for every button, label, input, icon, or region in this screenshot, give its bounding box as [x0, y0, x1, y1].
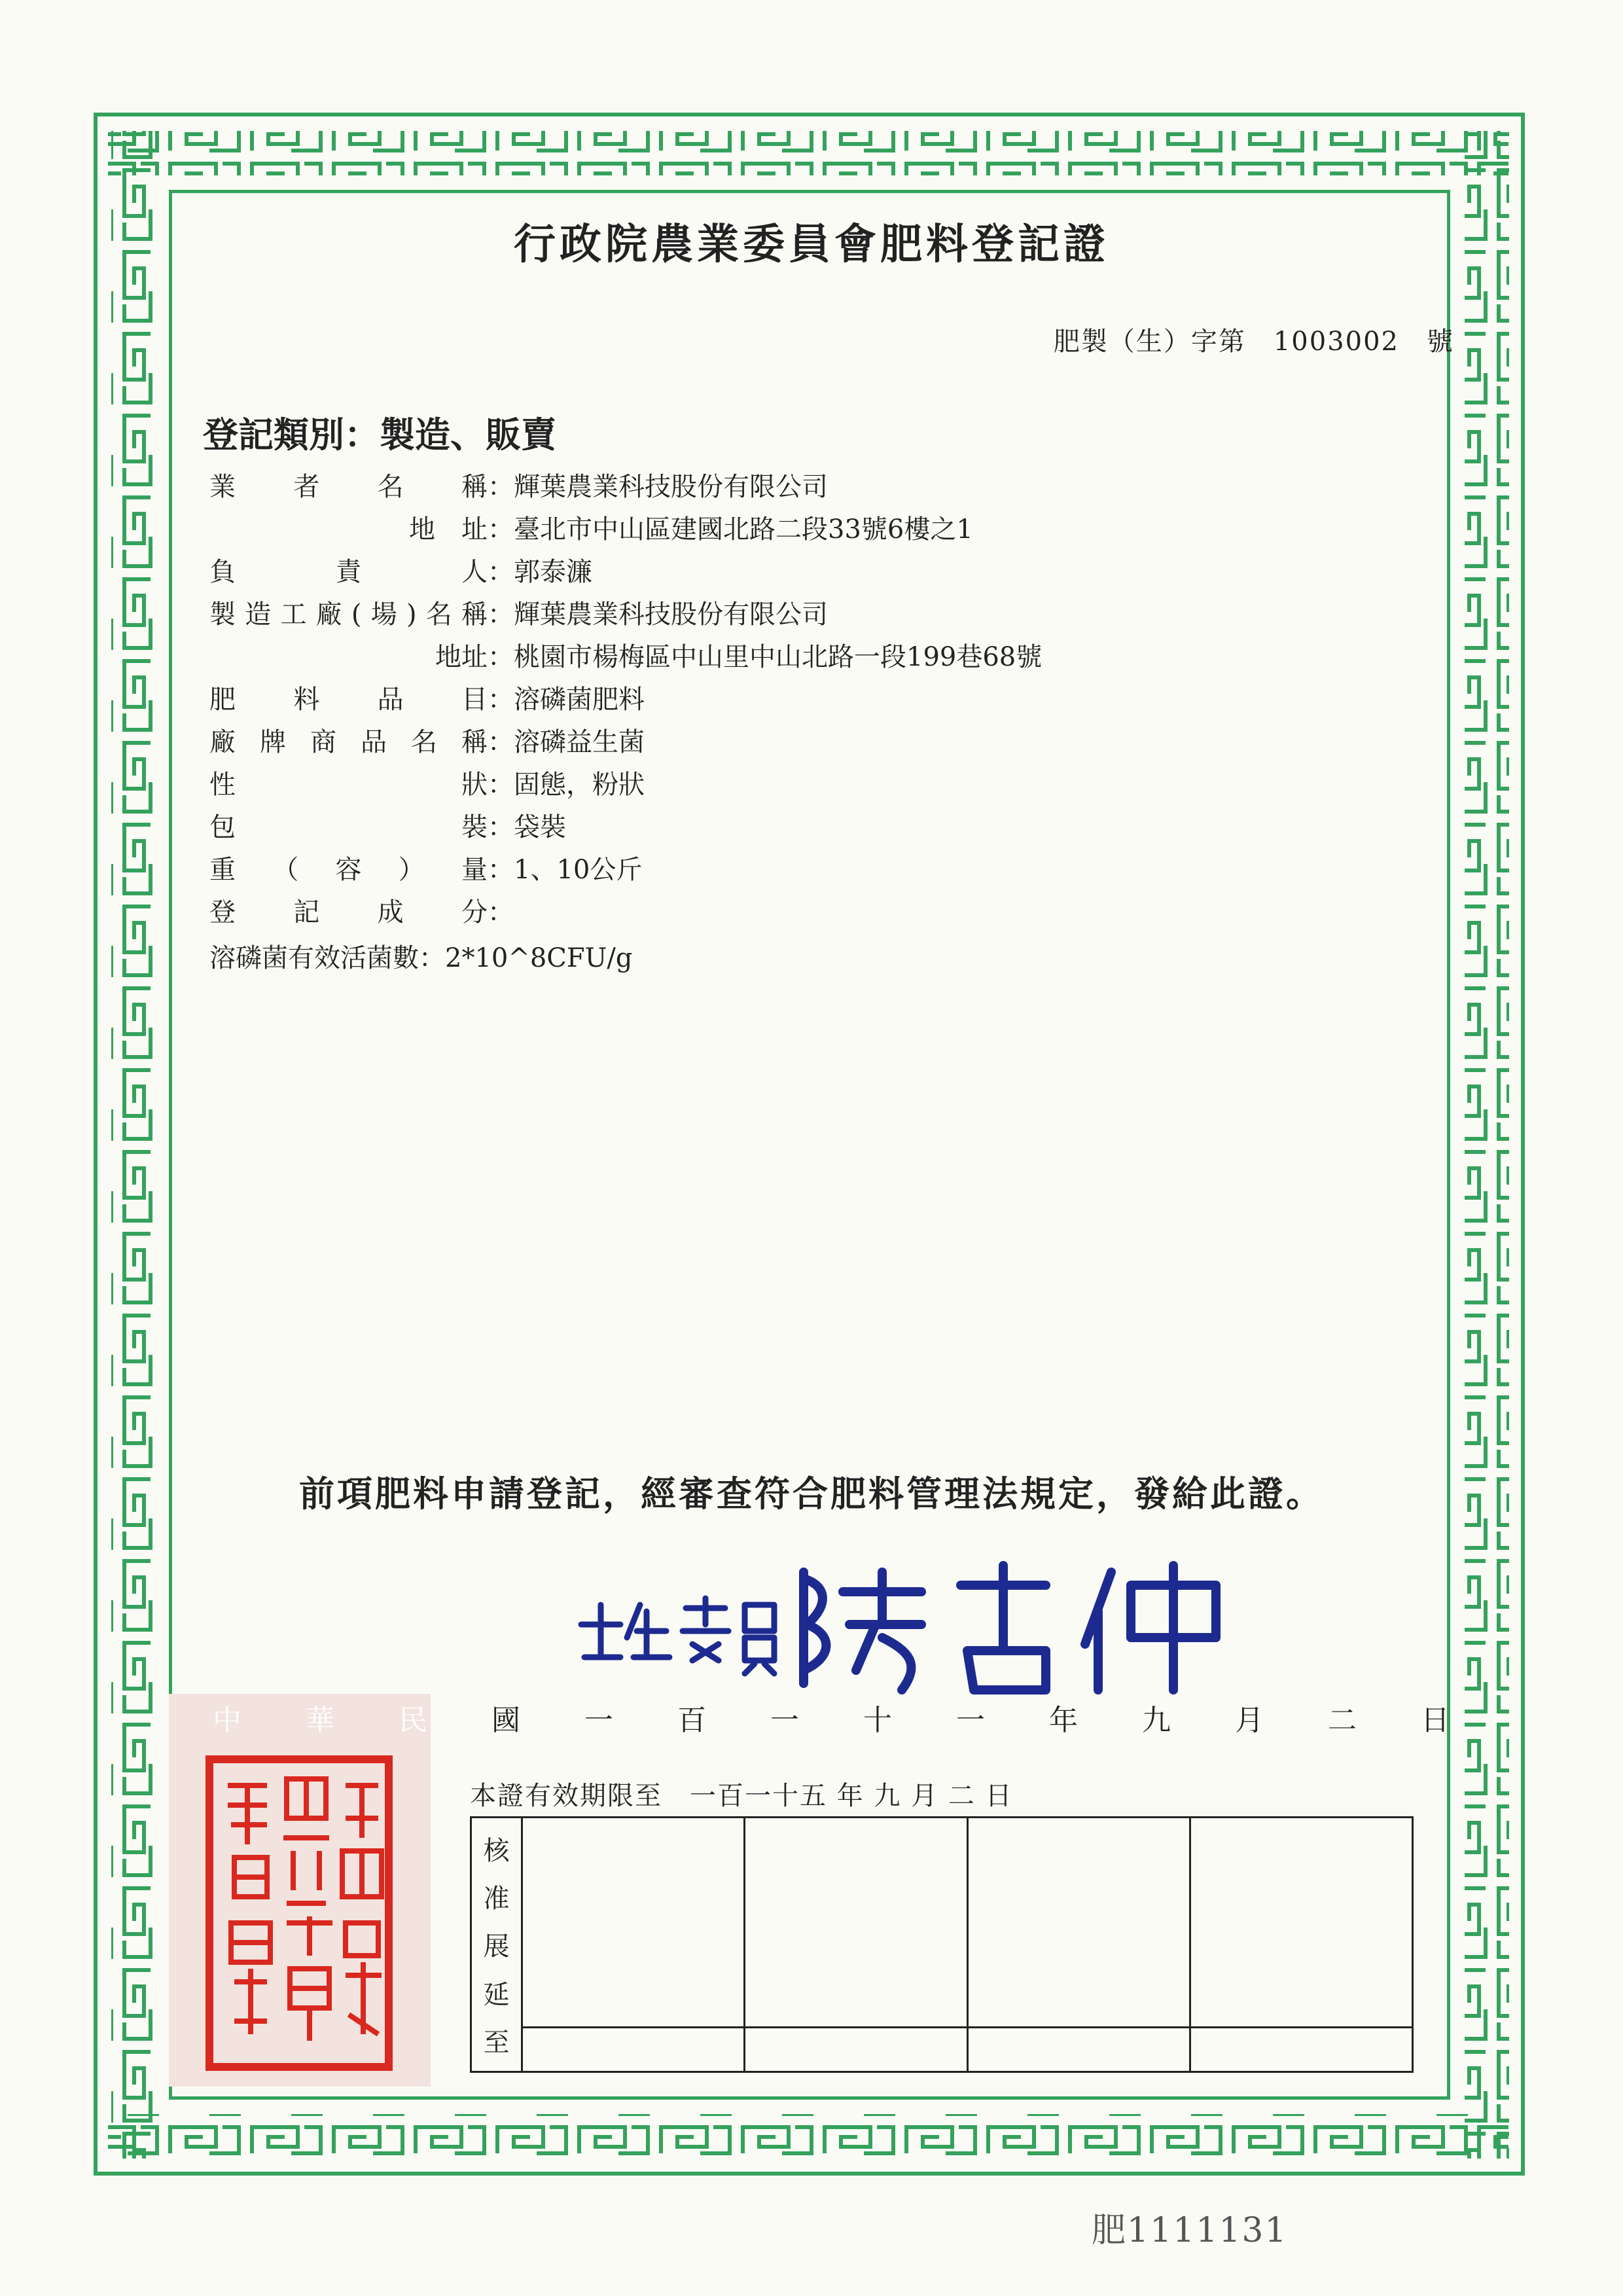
validity-period: 本證有效期限至 一百一十五 年 九 月 二 日	[470, 1781, 1013, 1811]
field-label: 業者名稱	[209, 472, 488, 502]
extension-approval-table	[470, 1816, 1414, 2073]
field-value: ：1、10公斤	[488, 855, 643, 885]
field-value: ：臺北市中山區建國北路二段33號6樓之1	[488, 514, 973, 545]
field-row	[209, 849, 642, 886]
field-row	[209, 466, 828, 503]
extension-cell	[523, 1818, 745, 2071]
field-label: 地 址	[409, 514, 488, 545]
declaration-text: 前項肥料申請登記，經審查符合肥料管理法規定，發給此證。	[299, 1473, 1324, 1515]
field-label: 肥料品目	[209, 685, 488, 715]
field-row	[209, 551, 592, 588]
field-row	[209, 679, 645, 716]
signature-image	[568, 1533, 1242, 1710]
field-label: 登記成分	[209, 897, 488, 927]
date-char: 一	[956, 1704, 985, 1737]
extension-cell	[969, 1818, 1191, 2071]
date-char: 二	[1328, 1704, 1357, 1737]
extension-label: 核 准 展 延 至	[472, 1818, 523, 2071]
field-label: 包裝	[209, 812, 488, 842]
field-value: ：袋裝	[488, 812, 566, 842]
date-char: 一	[770, 1704, 799, 1737]
field-label: 性狀	[209, 770, 488, 800]
date-char: 國	[491, 1704, 520, 1737]
field-row	[209, 764, 645, 801]
date-char: 月	[1235, 1704, 1264, 1737]
field-value: ：輝葉農業科技股份有限公司	[488, 472, 828, 502]
field-row	[209, 806, 566, 844]
field-value: ：溶磷菌肥料	[488, 685, 645, 715]
official-seal-stamp	[169, 1694, 431, 2087]
date-char: 十	[863, 1704, 892, 1737]
page-title: 行政院農業委員會肥料登記證	[514, 220, 1109, 269]
field-label: 地址	[435, 642, 488, 672]
field-row	[209, 509, 973, 546]
extension-cell	[1191, 1818, 1412, 2071]
field-row	[209, 721, 645, 759]
date-char: 日	[1421, 1704, 1450, 1737]
issue-date	[213, 1696, 1450, 1738]
date-char: 年	[1049, 1704, 1078, 1737]
field-value: ：輝葉農業科技股份有限公司	[488, 600, 828, 630]
date-char: 民	[399, 1704, 427, 1737]
date-char: 一	[584, 1704, 613, 1737]
field-label: 重（容）量	[209, 855, 488, 885]
date-char: 百	[677, 1704, 706, 1737]
field-row	[209, 636, 1042, 673]
field-row	[209, 594, 828, 631]
field-row	[209, 891, 514, 929]
serial-number: 肥1111131	[1092, 2211, 1288, 2250]
date-char: 中	[213, 1704, 241, 1737]
field-value: ：	[488, 897, 514, 927]
composition-note: 溶磷菌有效活菌數：2*10^8CFU/g	[209, 943, 633, 973]
field-value: ：固態，粉狀	[488, 770, 645, 800]
certificate-number: 肥製（生）字第 1003002 號	[1053, 327, 1454, 357]
field-value: ：溶磷益生菌	[488, 727, 645, 757]
field-label: 製造工廠(場)名稱	[209, 600, 488, 630]
field-value: ：郭泰濂	[488, 557, 592, 587]
registration-category: 登記類別：製造、販賣	[203, 414, 556, 456]
extension-cell	[745, 1818, 968, 2071]
date-char: 九	[1142, 1704, 1171, 1737]
field-label: 負責人	[209, 557, 488, 587]
field-label: 廠牌商品名稱	[209, 727, 488, 757]
field-value: ：桃園市楊梅區中山里中山北路一段199巷68號	[488, 642, 1043, 672]
date-char: 華	[306, 1704, 334, 1737]
